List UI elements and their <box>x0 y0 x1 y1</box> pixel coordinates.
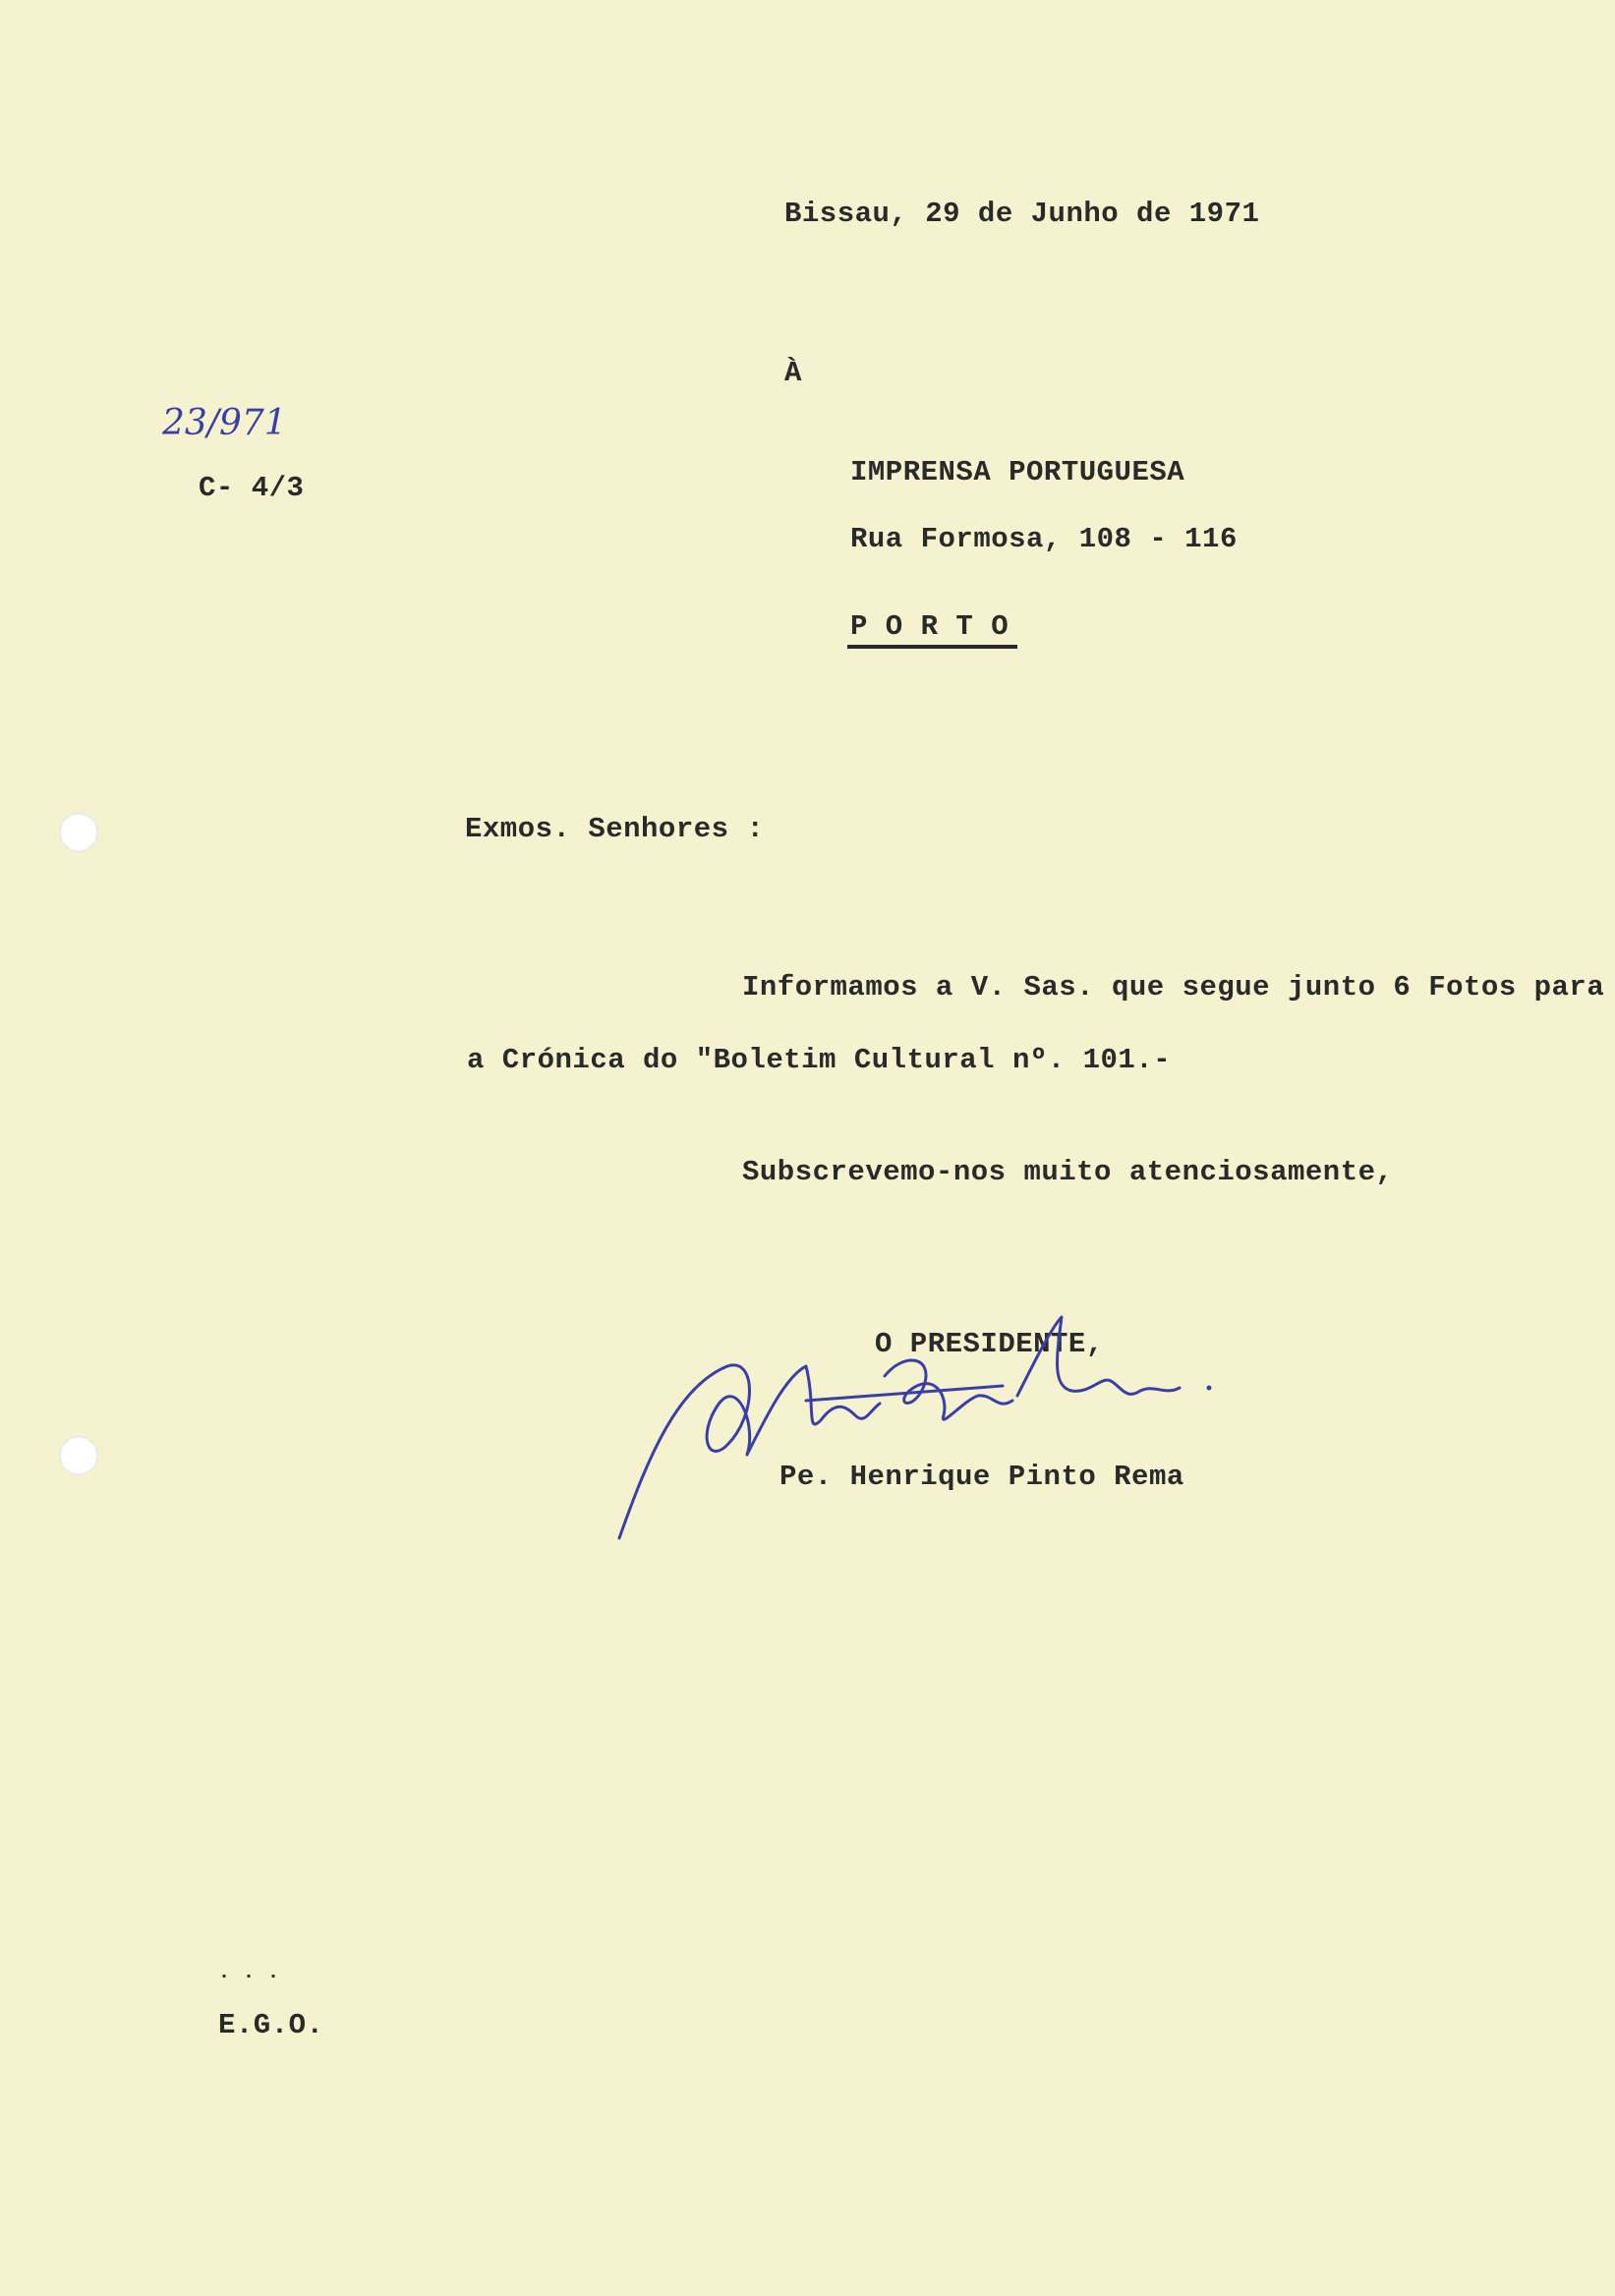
punch-hole-top <box>59 813 98 852</box>
recipient-city: P O R T O <box>850 610 1009 643</box>
body-line-2: a Crónica do "Boletim Cultural nº. 101.- <box>467 1044 1172 1076</box>
signature-stroke-name-1 <box>747 1366 880 1455</box>
recipient-street: Rua Formosa, 108 - 116 <box>850 523 1238 555</box>
signer-name: Pe. Henrique Pinto Rema <box>779 1461 1184 1493</box>
addressee-prefix: À <box>784 357 802 389</box>
body-line-1: Informamos a V. Sas. que segue junto 6 Fotos para <box>742 971 1605 1004</box>
handwritten-signature <box>609 1307 1298 1563</box>
recipient-city-underline <box>847 645 1017 649</box>
punch-hole-bottom <box>59 1436 98 1475</box>
reference-code: C- 4/3 <box>199 472 305 504</box>
signature-dot <box>1207 1386 1212 1391</box>
signature-stroke-name-3 <box>1017 1317 1180 1396</box>
date-line: Bissau, 29 de Junho de 1971 <box>784 198 1260 230</box>
salutation: Exmos. Senhores : <box>465 813 765 845</box>
footer-dots: . . . <box>218 1962 280 1984</box>
signer-title: O PRESIDENTE, <box>875 1328 1104 1360</box>
footer-initials: E.G.O. <box>218 2009 324 2041</box>
recipient-name: IMPRENSA PORTUGUESA <box>850 456 1185 488</box>
reference-number: 23/971 <box>162 403 287 443</box>
closing: Subscrevemo-nos muito atenciosamente, <box>742 1156 1394 1188</box>
signature-stroke-initial <box>619 1365 750 1538</box>
